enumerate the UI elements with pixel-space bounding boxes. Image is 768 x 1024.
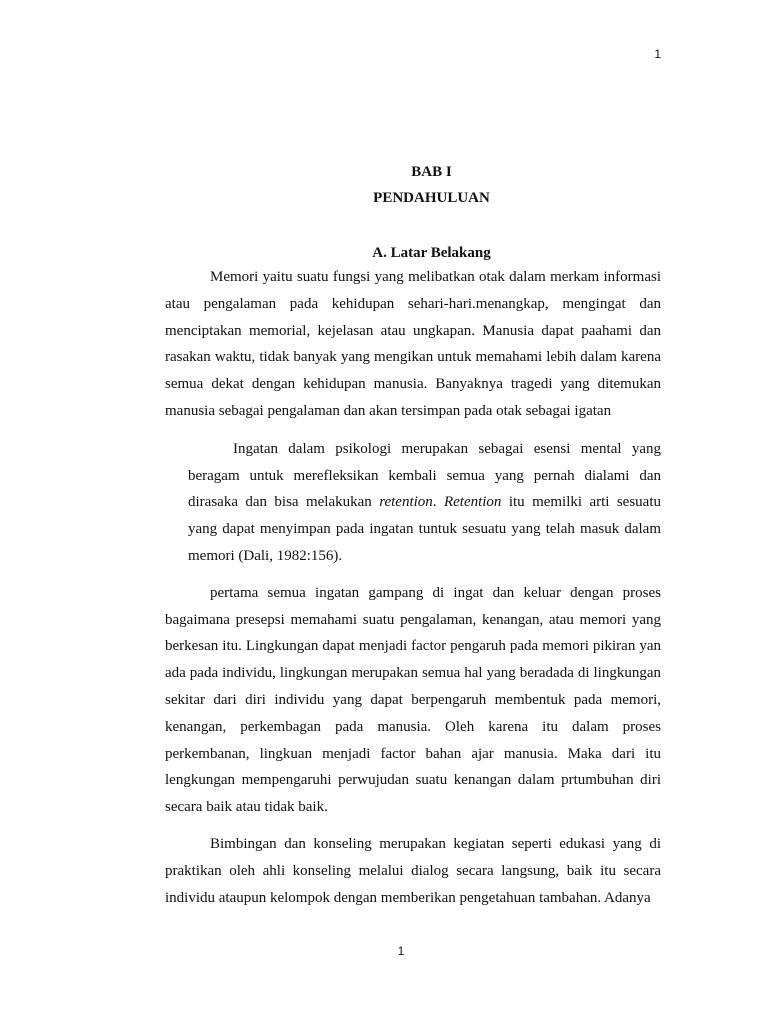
- chapter-title: BAB I: [411, 164, 452, 180]
- document-body: [165, 162, 661, 911]
- section-heading: A. Latar Belakang: [372, 245, 491, 261]
- quote-emphasis-2: Retention: [443, 494, 502, 511]
- quote-emphasis-1: retention: [379, 494, 433, 511]
- paragraph-1: Memori yaitu suatu fungsi yang melibatkan otak dalam merkam informasi atau pengalaman pada kehidupan sehari-hari.menangkap, mengingat dan menciptakan memorial, kejelasan atau ungkapan. Manusia dapat paahami dan rasakan waktu, tidak banyak yang mengikan untuk memahami lebih dalam karena semua dekat dengan kehidupan manusia. Banyaknya tragedi yang ditemukan manusia sebagai pengalaman dan akan tersimpan pada otak sebagai igatan: [165, 269, 661, 419]
- chapter-subtitle: PENDAHULUAN: [373, 190, 490, 206]
- quote-text-1: Ingatan dalam psikologi merupakan sebagai esensi mental yang beragam untuk merefleksikan kembali semua yang pernah dialami dan dirasaka dan bisa melakukan: [188, 440, 661, 511]
- paragraph-3: Bimbingan dan konseling merupakan kegiatan seperti edukasi yang di praktikan oleh ahli konseling melalui dialog secara langsung, baik itu secara individu ataupun kelompok dengan memberikan pengetahuan tambahan. Adanya: [165, 835, 661, 906]
- page-number-bottom: 1: [397, 944, 405, 958]
- quote-text-2: .: [432, 494, 444, 511]
- paragraph-2: pertama semua ingatan gampang di ingat dan keluar dengan proses bagaimana presepsi memahami suatu pengalaman, kenangan, atau memori yang berkesan itu. Lingkungan dapat menjadi factor pengaruh pada memori pikiran yan ada pada individu, lingkungan merupakan semua hal yang beradada di lingkungan sekitar dari diri individu yang dapat berpengaruh membentuk pada memori, kenangan, perkembagan pada manusia. Oleh karena itu dalam proses perkembanan, lingkuan menjadi factor bahan ajar manusia. Maka dari itu lengkungan mempengaruhi perwujudan suatu kenangan dalam prtumbuhan diri secara baik atau tidak baik.: [165, 584, 661, 816]
- block-quote: [188, 436, 661, 570]
- page-number-top: 1: [654, 47, 661, 61]
- quote-text-3: itu memilki arti sesuatu yang dapat menyimpan pada ingatan tuntuk sesuatu yang telah masuk dalam memori (Dali, 1982:156).: [188, 494, 661, 564]
